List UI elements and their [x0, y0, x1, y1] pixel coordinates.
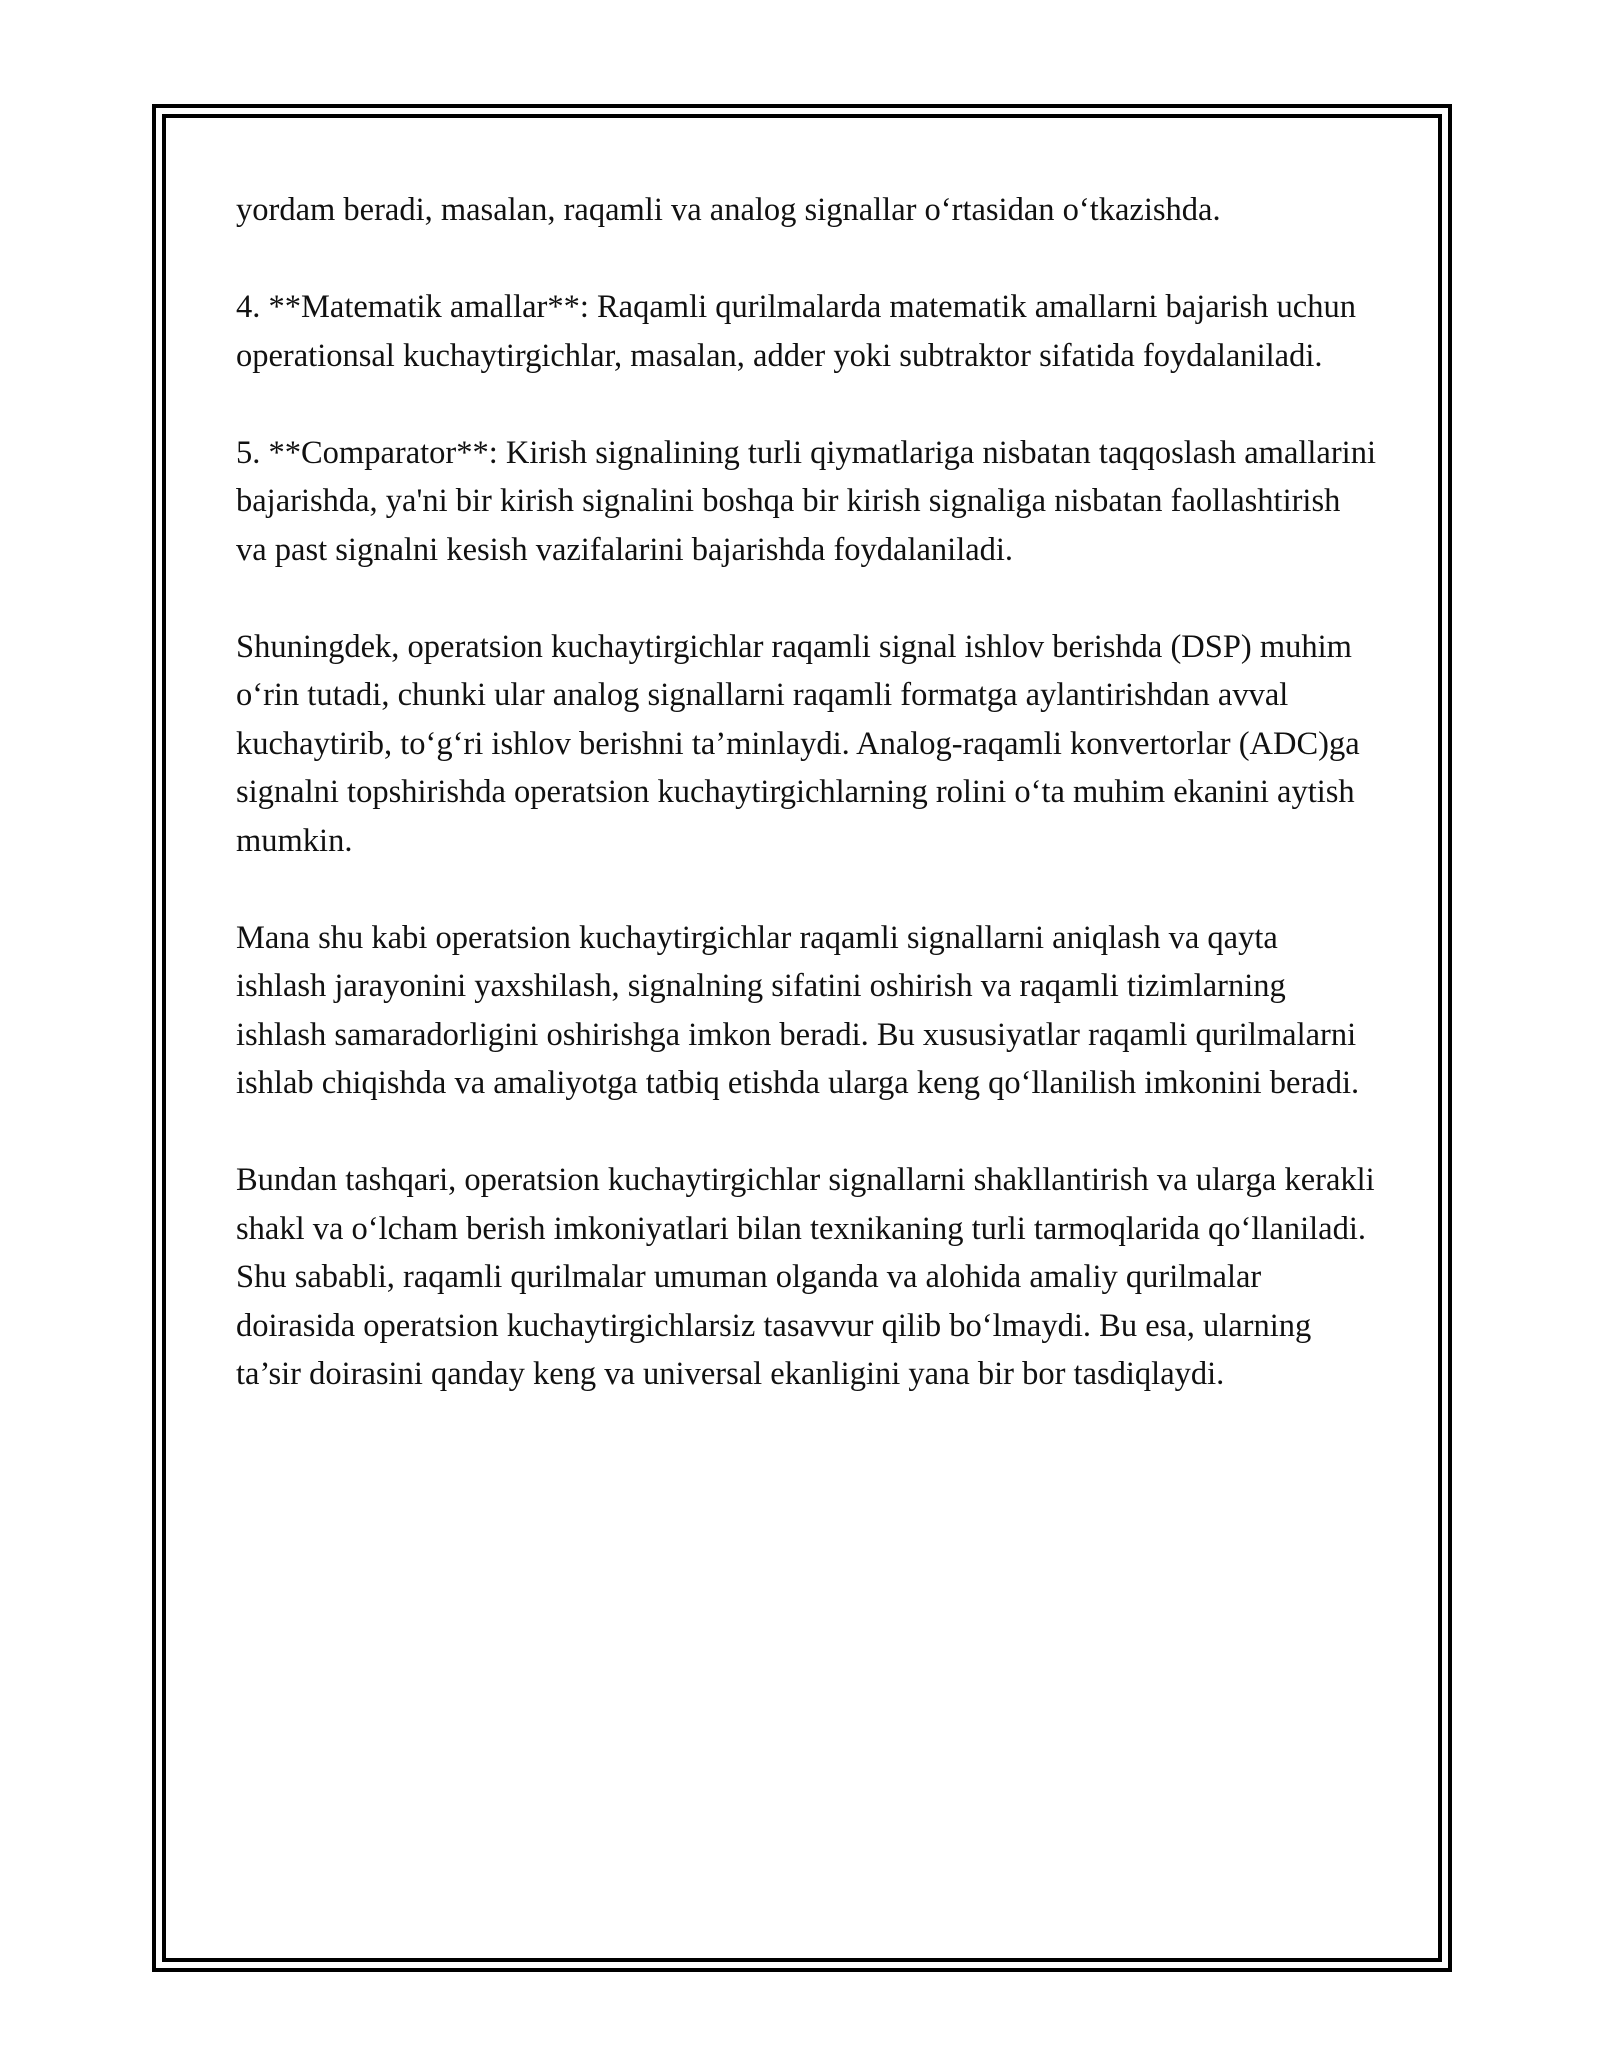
paragraph-item-5: 5. **Comparator**: Kirish signalining turli qiymatlariga nisbatan taqqoslash amallarini bajarishda, ya'ni bir kirish signalini boshqa bir kirish signaliga nisbatan faollashtirish va past signalni kesish vazifalarini bajarishda foydalaniladi. — [236, 434, 1376, 568]
document-body — [236, 186, 1376, 1447]
paragraph-dsp: Shuningdek, operatsion kuchaytirgichlar raqamli signal ishlov berishda (DSP) muhim o‘rin tutadi, chunki ular analog signallarni raqamli formatga aylantirishdan avval kuchaytirib, to‘g‘ri ishlov berishni ta’minlaydi. Analog-raqamli konvertorlar (ADC)ga signalni topshirishda operatsion kuchaytirgichlarning rolini o‘ta muhim ekanini aytish mumkin. — [236, 628, 1360, 859]
paragraph-continuation: yordam beradi, masalan, raqamli va analog signallar o‘rtasidan o‘tkazishda. — [236, 192, 1221, 228]
paragraph-conclusion: Bundan tashqari, operatsion kuchaytirgichlar signallarni shakllantirish va ularga kerakli shakl va o‘lcham berish imkoniyatlari bilan texnikaning turli tarmoqlarida qo‘llaniladi. Shu sababli, raqamli qurilmalar umuman olganda va alohida amaliy qurilmalar doirasida operatsion kuchaytirgichlarsiz tasavvur qilib bo‘lmaydi. Bu esa, ularning ta’sir doirasini qanday keng va universal ekanligini yana bir bor tasdiqlaydi. — [236, 1162, 1375, 1392]
paragraph-item-4: 4. **Matematik amallar**: Raqamli qurilmalarda matematik amallarni bajarish uchun operationsal kuchaytirgichlar, masalan, adder yoki subtraktor sifatida foydalaniladi. — [236, 289, 1356, 374]
paragraph-benefits: Mana shu kabi operatsion kuchaytirgichlar raqamli signallarni aniqlash va qayta ishlash jarayonini yaxshilash, signalning sifatini oshirish va raqamli tizimlarning ishlash samaradorligini oshirishga imkon beradi. Bu xususiyatlar raqamli qurilmalarni ishlab chiqishda va amaliyotga tatbiq etishda ularga keng qo‘llanilish imkonini beradi. — [236, 919, 1360, 1101]
